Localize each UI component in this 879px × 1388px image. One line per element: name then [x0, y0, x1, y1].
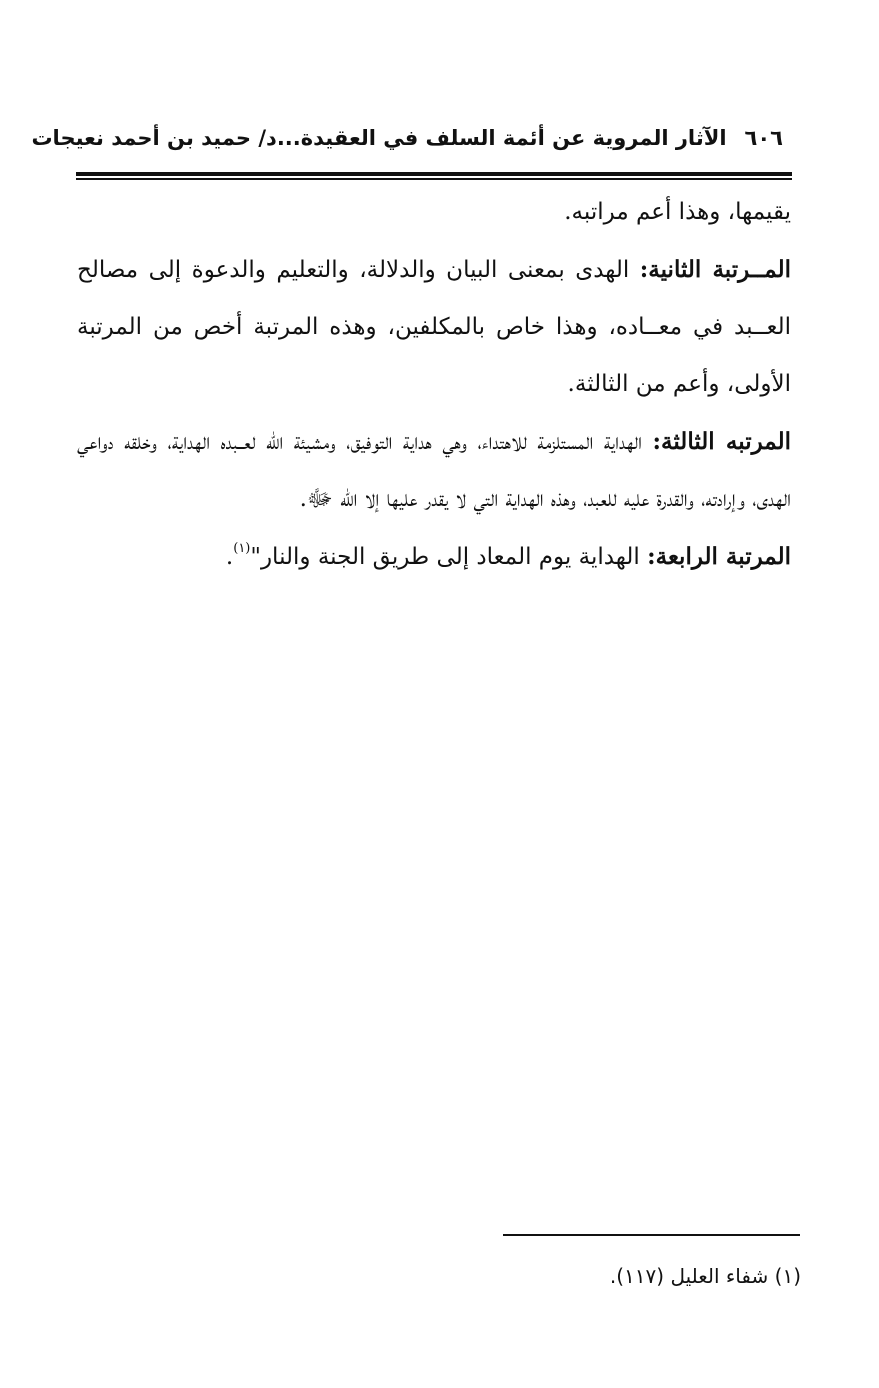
header-double-rule [76, 172, 792, 181]
paragraph-3-label: المرتبه الثالثة: [652, 428, 791, 455]
running-title: الآثار المروية عن أئمة السلف في العقيدة...د/ حميد بن أحمد نعيجات [31, 126, 727, 150]
paragraph-3-text: الهداية المستلزمة للاهتداء، وهي هداية التوفيق، ومشيئة الله لعــبده الهداية، وخلقه دواعي الهدى، وإرادته، والقدرة عليه للعبد، وهذه الهداية التي لا يقدر عليها إلا الله ﷻ. [77, 429, 791, 512]
paragraph-1 [77, 184, 791, 241]
footnote-1: (١) شفاء العليل (١١٧). [609, 1264, 801, 1288]
main-text [77, 184, 791, 586]
paragraph-4-text: الهداية يوم المعاد إلى طريق الجنة والنار" [250, 544, 648, 570]
paragraph-2 [77, 241, 791, 413]
footnote-separator [503, 1234, 800, 1236]
paragraph-4 [77, 528, 791, 586]
header-rule-thin [76, 178, 792, 180]
page-number: ٦٠٦ [744, 126, 783, 150]
paragraph-4-label: المرتبة الرابعة: [647, 543, 791, 570]
paragraph-2-text: الهدى بمعنى البيان والدلالة، والتعليم والدعوة إلى مصالح العــبد في معــاده، وهذا خاص بالمكلفين، وهذه المرتبة أخص من المرتبة الأولى، وأعم من الثالثة. [77, 257, 791, 397]
header-rule-thick [76, 172, 792, 176]
footnote-reference: (١) [233, 541, 251, 556]
paragraph-3 [77, 413, 791, 528]
paragraph-4-end: . [225, 544, 234, 570]
paragraph-2-label: المــرتبة الثانية: [639, 256, 791, 283]
paragraph-1-text: يقيمها، وهذا أعم مراتبه. [564, 199, 791, 225]
running-header [31, 118, 783, 158]
